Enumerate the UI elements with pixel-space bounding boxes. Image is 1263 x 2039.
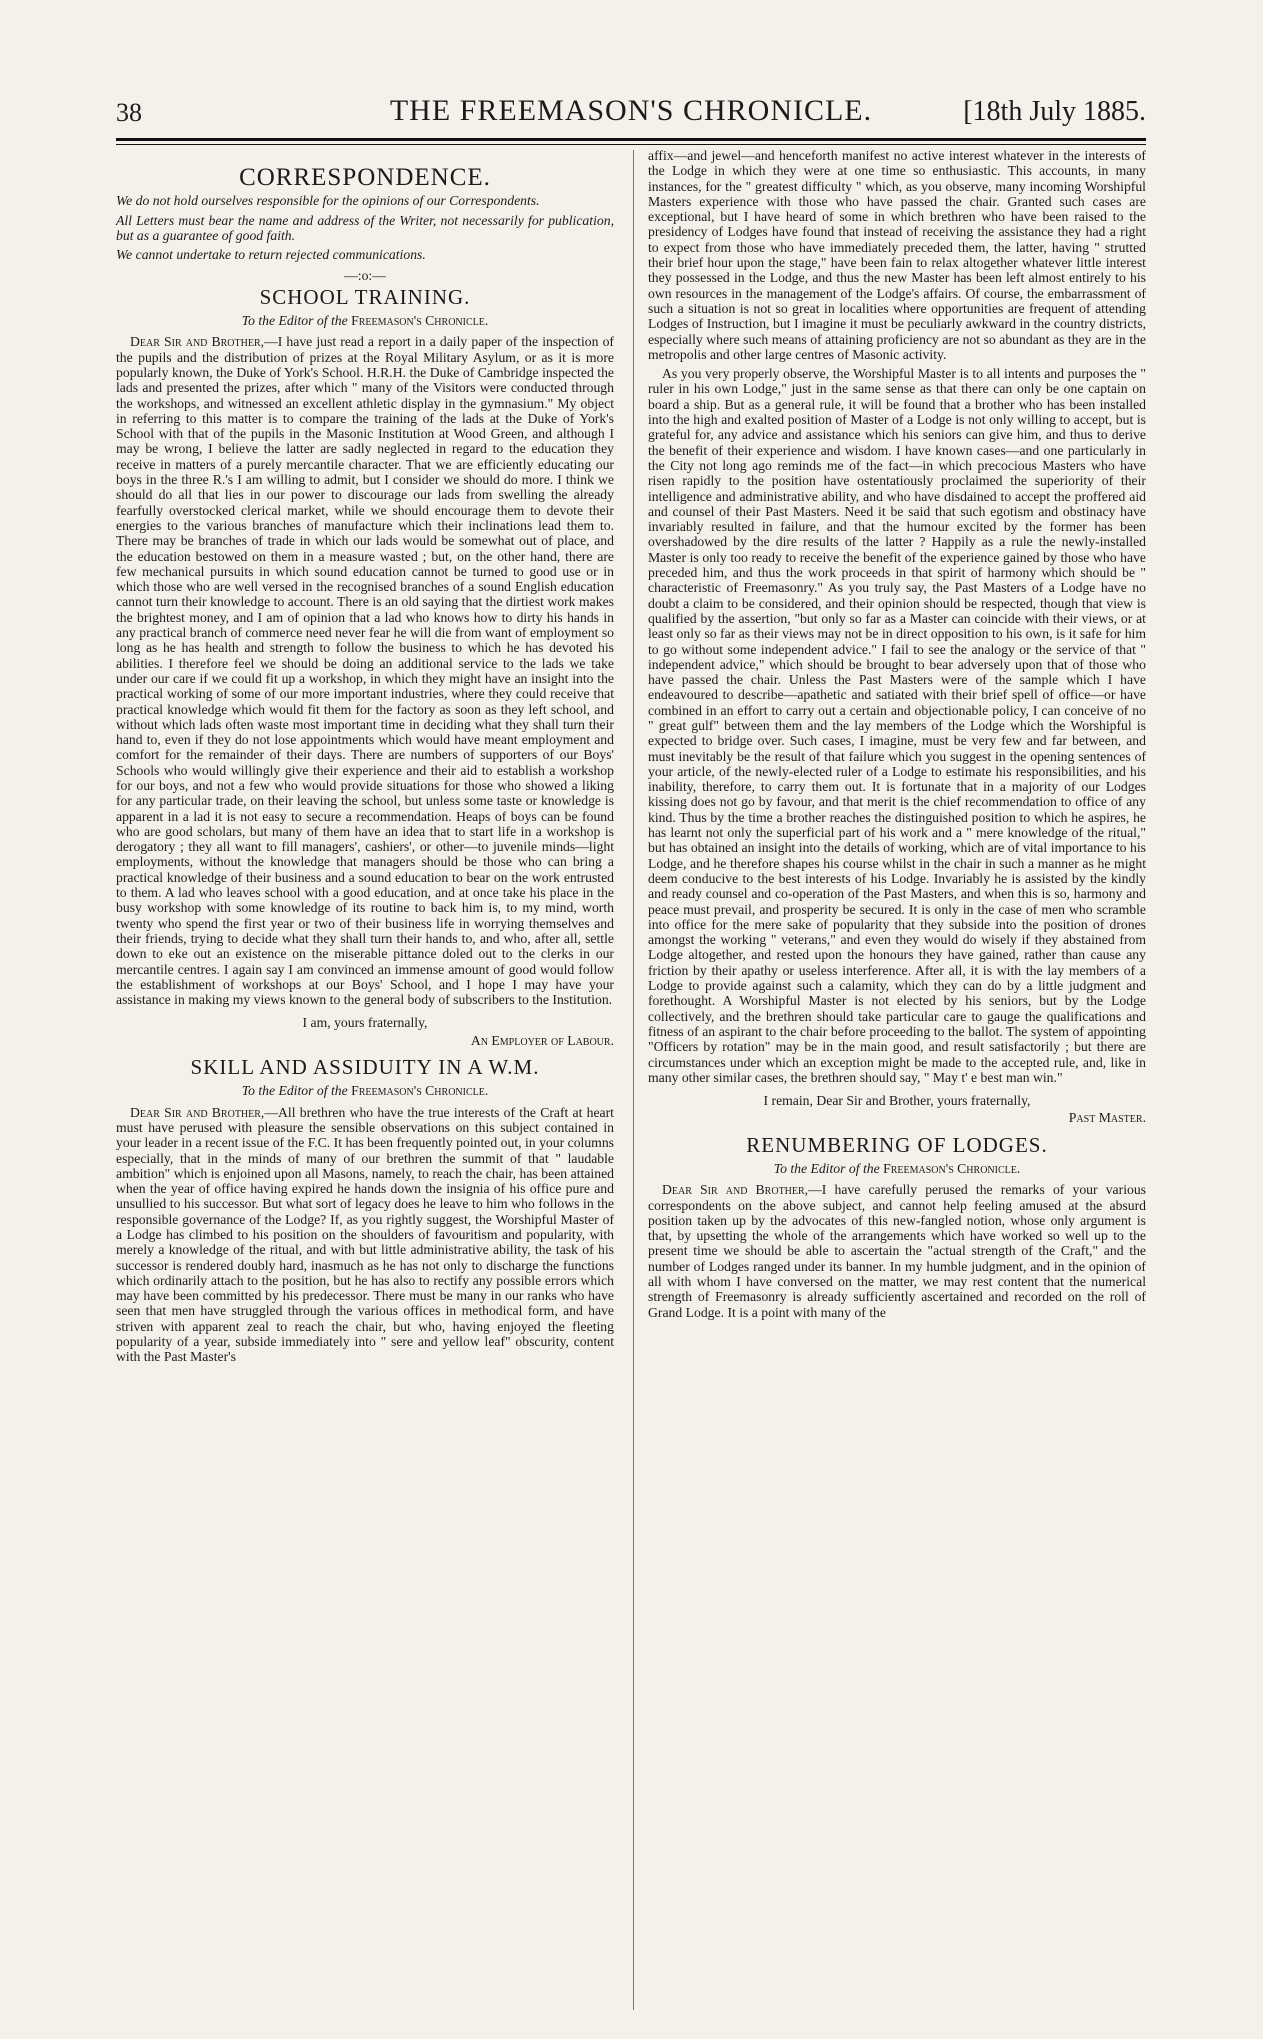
school-training-letter [116, 334, 614, 1007]
skill-assiduity-continued: affix—and jewel—and henceforth manifest no active interest whatever in the interests of the Lodge in which they were at one time so enthusiastic. This accounts, in many instances, for the " greatest difficulty " which, as you observe, many incoming Worshipful Masters experience with those who have passed the chair. Granted such cases are exceptional, but I have heard of some in which brethren who have been raised to the presidency of Lodges have found that instead of receiving the assistance they had a right to expect from those who have immediately preceded them, the latter, having " strutted their brief hour upon the stage," have been fain to relax altogether whatever little interest they possessed in the Lodge, and thus the new Master has been left almost entirely to his own resources in the management of the Lodge's affairs. Of course, the embarrassment of such a situation is not so great in localities where opportunities are frequent of attending Lodges of Instruction, but I imagine it must be peculiarly awkward in the country districts, especially where such means of attaining proficiency are not so abundant as they are in the metropolis and other large centres of Masonic activity. [648, 148, 1146, 362]
addressee-prefix: To the Editor of the [773, 1161, 880, 1176]
right-column [648, 148, 1146, 1324]
left-column [116, 150, 614, 1369]
page-number: 38 [116, 98, 142, 127]
letter-body: —All brethren who have the true interests of the Craft at heart must have perused with pleasure the sensible observations on this subject contained in your leader in a recent issue of the F.C. It has been frequently pointed out, in your columns especially, that in the minds of many of our brethren the summit of that " laudable ambition" which is enjoined upon all Masons, namely, to reach the chair, has been attained when the year of office having expired he hands down the insignia of his office pure and unsullied to his successor. But what sort of legacy does he leave to him who follows in the responsible governance of the Lodge? If, as you rightly suggest, the Worshipful Master of a Lodge has climbed to his position on the shoulders of favouritism and popularity, with merely a knowledge of the ritual, and with but little administrative ability, the task of his successor is rendered doubly hard, inasmuch as he has not only to discharge the functions which ordinarily attach to the position, but he has also to rectify any possible errors which may have been committed by his predecessor. There must be many in our ranks who have seen that men have struggled through the various offices in methodical form, and have striven with apparent zeal to reach the chair, but who, having enjoyed the fleeting popularity of a year, subside immediately into " sere and yellow leaf" obscurity, content with the Past Master's [116, 1104, 614, 1365]
letter-signature: An Employer of Labour. [470, 1032, 614, 1048]
correspondence-note: We do not hold ourselves responsible for the opinions of our Correspondents. [116, 193, 540, 209]
section-separator: —:o:— [344, 268, 386, 284]
addressee-prefix: To the Editor of the [241, 313, 348, 329]
addressee-paper: Freemason's Chronicle. [351, 313, 489, 329]
addressee-prefix: To the Editor of the [241, 1083, 348, 1099]
salutation: Dear Sir and Brother, [662, 1182, 809, 1198]
newspaper-title: THE FREEMASON'S CHRONICLE. [389, 94, 873, 127]
addressee-paper: Freemason's Chronicle. [883, 1161, 1021, 1176]
correspondence-note: All Letters must bear the name and address of the Writer, not necessarily for publication, but as a guarantee of good faith. [116, 212, 614, 243]
school-training-addressee [116, 313, 614, 328]
letter-signature: Past Master. [1068, 1110, 1146, 1126]
skill-assiduity-heading: SKILL AND ASSIDUITY IN A W.M. [190, 1055, 540, 1080]
renumbering-letter [648, 1182, 1146, 1320]
addressee-paper: Freemason's Chronicle. [351, 1083, 489, 1099]
issue-date: [18th July 1885. [963, 96, 1146, 127]
letter-closing: I am, yours fraternally, [302, 1015, 428, 1031]
letter-body: —I have just read a report in a daily paper of the inspection of the pupils and the distribution of prizes at the Royal Military Asylum, or as it is more popularly known, the Duke of York's School. H.R.H. the Duke of Cambridge inspected the lads and presented the prizes, after which " many of the Visitors were conducted through the workshops, and witnessed an excellent athletic display in the gymnasium." My object in referring to this matter is to compare the training of the lads at the Duke of York's School with that of the pupils in the Masonic Institution at Wood Green, and although I may be wrong, I believe the latter are sadly neglected in regard to the education they receive in matters of a purely mercantile character. That we are efficiently educating our boys in the three R.'s I am willing to admit, but I consider we should do more. I think we should do all that lies in our power to discourage our lads from swelling the already fearfully overstocked clerical market, while we should encourage them to devote their energies to the various branches of manufacture which their inclinations lead them to. There may be branches of trade in which our lads would be somewhat out of place, and the education bestowed on them in a measure wasted ; but, on the other hand, there are few mechanical pursuits in which sound education cannot be turned to good use or in which those who are well versed in the recognised branches of a sound English education cannot turn their knowledge to account. There is an old saying that the dirtiest work makes the brightest money, and I am of opinion that a lad who knows how to dirty his hands in any practical branch of commerce need never fear he will die from want of employment so long as he has health and strength to follow the business to which he has devoted his abilities. I therefore feel we should be doing an additional service to the lads we take under our care if we could fit up a workshop, in which they might have an insight into the practical working of some of our more important industries, where they could receive that practical knowledge which would fit them for the factory as soon as they left school, and without which lads often waste most important time in deciding what they shall turn their hand to, even if they do not lose appointments which would have meant employment and comfort for the remainder of their days. There are numbers of supporters of our Boys' Schools who would willingly give their experience and their aid to establish a workshop for our boys, and not a few who would provide situations for those who showed a liking for any particular trade, on their leaving the school, but unless some taste or knowledge is apparent in a lad it is not easy to secure a recommendation. Heaps of boys can be found who are good scholars, but many of them have an idea that to start life in a workshop is derogatory ; they all want to fill managers', cashiers', or other—to juvenile minds—light employments, without the knowledge that managers should be those who can bring a practical knowledge of their business and a sound education to bear on the work entrusted to them. A lad who leaves school with a good education, and at once take his place in the busy workshop with some knowledge of its routine to back him is, to my mind, worth twenty who spend the first year or two of their business life in worrying themselves and their friends, trying to decide what they shall turn their hands to, and who, after all, settle down to eke out an existence on the miserable pittance doled out to the clerks in our mercantile centres. I again say I am convinced an immense amount of good would follow the establishment of workshops at our Boys' School, and I hope I may have your assistance in making my views known to the general body of subscribers to the Institution. [116, 334, 614, 1008]
correspondence-heading: CORRESPONDENCE. [239, 164, 491, 191]
skill-assiduity-paragraph: As you very properly observe, the Worshipful Master is to all intents and purposes the " ruler in his own Lodge," just in the same sense as that there can only be one captain on board a ship. But as a general rule, it will be found that a brother who has been installed into the high and exalted position of Master of a Lodge is not only willing to accept, but is grateful for, any advice and assistance which his seniors can give him, and thus to derive the benefit of their experience and wisdom. I have known cases—and one particularly in the City not long ago reminds me of the fact—in which precocious Masters who have risen rapidly to the position have ostentatiously proclaimed the superiority of their intelligence and administrative ability, and who have disdained to accept the proffered aid and counsel of their Past Masters. Need it be said that such egotism and obstinacy have invariably resulted in failure, and that the humour excited by the former has been overshadowed by the dire results of the latter ? Happily as a rule the newly-installed Master is only too ready to receive the benefit of the experience gained by those who have preceded him, and thus the work proceeds in that spirit of harmony which should be " characteristic of Freemasonry." As you truly say, the Past Masters of a Lodge have no doubt a claim to be considered, and their opinion should be respected, though that view is qualified by the assertion, "but only so far as a Master can coincide with their views, or at least only so far as their views may not be in direct opposition to his own, is it safe for him to go without some independent advice." I fail to see the analogy or the service of that " independent advice," which should be brought to bear adversely upon that of those who have passed the chair. Unless the Past Masters were of the sample which I have endeavoured to describe—apathetic and satiated with their brief spell of office—or have combined in an effort to carry out a certain and objectionable policy, I can conceive of no " great gulf" between them and the lay members of the Lodge which the Worshipful is expected to bridge over. Such cases, I imagine, must be very few and far between, and must inevitably be the result of that failure which you suggest in the opening sentences of your article, of the newly-elected ruler of a Lodge to estimate his responsibilities, and his inability, therefore, to carry them out. It is fortunate that in a majority of our Lodges kissing does not go by favour, and that merit is the chief recommendation to office of any kind. Thus by the time a brother reaches the distinguished position to which he aspires, he has learnt not only the superficial part of his work and a " mere knowledge of the ritual," but has obtained an insight into the details of working, which are of vital importance to his Lodge, and he therefore shapes his course whilst in the chair in such a manner as he might deem conducive to the best interests of his Lodge. Invariably he is assisted by the kindly and ready counsel and co-operation of the Past Masters, and when this is so, harmony and peace must prevail, and prosperity be secured. It is only in the case of men who scramble into office for the mere sake of popularity that they subside into the position of drones amongst the working " veterans," and even they would do wisely if they abstained from Lodge altogether, and rested upon the honours they have gained, rather than cause any friction by their apathy or useless interference. After all, it is with the lay members of a Lodge to provide against such a calamity, which they can do by a little judgment and forethought. A Worshipful Master is not elected by his seniors, but by the Lodge collectively, and the brethren should take particular care to gauge the qualifications and fitness of an aspirant to the chair before proceeding to the ballot. The system of appointing "Officers by rotation" may be in the main good, and result satisfactorily ; but there are circumstances under which an exception might be made to the accepted rule, and, like in many other similar cases, the brethren should say, " May t' e best man win." [648, 366, 1146, 1085]
renumbering-heading: RENUMBERING OF LODGES. [746, 1132, 1048, 1157]
letter-body: —I have carefully perused the remarks of your various correspondents on the above subject, and cannot help feeling amused at the absurd position taken up by the advocates of this new-fangled notion, whose only argument is that, by upsetting the whole of the arrangements which have worked so well up to the present time we should be able to ascertain the "actual strength of the Craft," and the number of Lodges ranged under its banner. In my humble judgment, and in the opinion of all with whom I have conversed on the matter, we may rest content that the numerical strength of Freemasonry is already sufficiently ascertained and recorded on the roll of Grand Lodge. It is a point with many of the [648, 1182, 1147, 1320]
masthead-rule [116, 138, 1146, 145]
correspondence-note: We cannot undertake to return rejected communications. [116, 247, 426, 263]
school-training-heading: SCHOOL TRAINING. [259, 284, 471, 309]
column-divider [633, 150, 634, 2010]
letter-closing: I remain, Dear Sir and Brother, yours fraternally, [763, 1093, 1031, 1109]
renumbering-addressee [648, 1161, 1146, 1176]
masthead [116, 94, 1146, 138]
skill-assiduity-letter [116, 1105, 614, 1365]
skill-assiduity-addressee [116, 1083, 614, 1098]
salutation: Dear Sir and Brother, [130, 1104, 265, 1120]
salutation: Dear Sir and Brother, [130, 334, 265, 350]
